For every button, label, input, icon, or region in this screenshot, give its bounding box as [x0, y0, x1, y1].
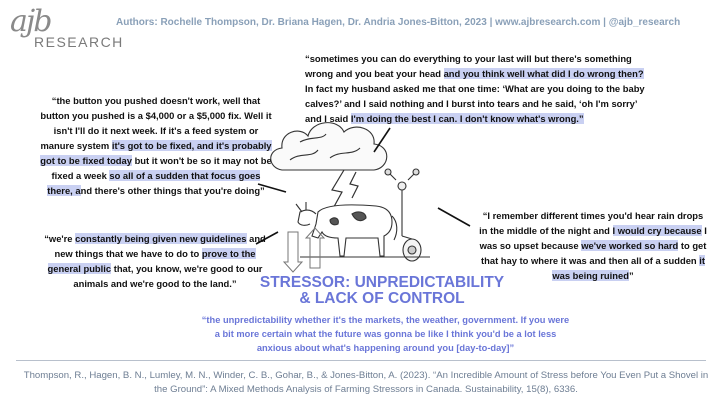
pointer-right [438, 208, 470, 226]
footer-divider [16, 360, 706, 361]
quote-text: “I remember different times you'd hear rain drops in the middle of the night and [479, 210, 704, 236]
quote-highlight: and you think well what did I do wrong then? [443, 68, 644, 79]
quote-highlight: so all of a sudden that focus goes there, a [47, 170, 261, 196]
quote-highlight: we've worked so hard [581, 240, 679, 251]
stressor-title [247, 275, 517, 307]
summary-quote: “the unpredictability whether it's the markets, the weather, government. If you were a bit more certain what the future was gonna be like I think you'd be a lot less anxious about what's happening around you [day-to-day]” [201, 315, 570, 353]
logo-text: RESEARCH [34, 34, 124, 50]
quote-highlight: I would cry because [612, 225, 702, 236]
title-line-2: & LACK OF CONTROL [299, 290, 465, 307]
quote-highlight: prove to the general public [47, 248, 256, 274]
quote-text: In fact my husband asked me that one time: ‘What are you doing to the baby calves?’ and I said nothing and I burst into tears and he said, ‘oh I'm sorry’ and I said [305, 83, 645, 124]
quote-highlight: it's got to be fixed, and it's probably got to be fixed today [40, 140, 272, 166]
quote-highlight: I'm doing the best I can. I don't know what's wrong.” [350, 113, 584, 124]
quote-highlight: constantly being given new guidelines [75, 233, 247, 244]
authors-line: Authors: Rochelle Thompson, Dr. Briana Hagen, Dr. Andria Jones-Bitton, 2023 | www.ajbresearch.com | @ajb_research [116, 17, 681, 28]
quote-text: “the button you pushed doesn't work, well that button you pushed is a $4,000 or a $5,000 fix. Well it isn't I'll do it next week. If it's a feed system or manure system [40, 95, 272, 151]
quote-top-right [305, 51, 650, 126]
quote-text: but it won't be so it may not be fixed a week [51, 155, 272, 181]
storm-cloud-icon [271, 123, 387, 170]
quote-right-bottom [478, 208, 708, 283]
quote-text: and new things that we have to do to [54, 233, 266, 259]
quote-text: “we're [44, 233, 76, 244]
citation: Thompson, R., Hagen, B. N., Lumley, M. N., Winder, C. B., Gohar, B., & Jones-Bitton, A. (2023). “An Incredible Amount of Stress before You Even Put a Shovel in the Ground”: A Mixed Methods Analysis of Farming Stressors in Canada. Sustainability, 15(8), 6336. [23, 370, 709, 395]
quote-text: nd there's other things that you're doing” [80, 185, 265, 196]
quote-left-bottom [40, 231, 270, 291]
logo-mark: ajb [10, 4, 51, 39]
quote-text: ” [628, 270, 634, 281]
quote-text: that, you know, we're good to our animals and we're good to the land.” [73, 263, 263, 289]
quote-text: to get that hay to where it was and then all of a sudden [481, 240, 707, 266]
title-line-1: STRESSOR: UNPREDICTABILITY [259, 274, 505, 291]
quote-left-top [40, 93, 272, 198]
quote-highlight: it was being ruined [552, 255, 705, 281]
dairy-cow-icon [296, 202, 397, 256]
quote-text: “sometimes you can do everything to your last will but there's something wrong and you beat your head [305, 53, 632, 79]
quote-text: I was so upset because [479, 225, 707, 251]
